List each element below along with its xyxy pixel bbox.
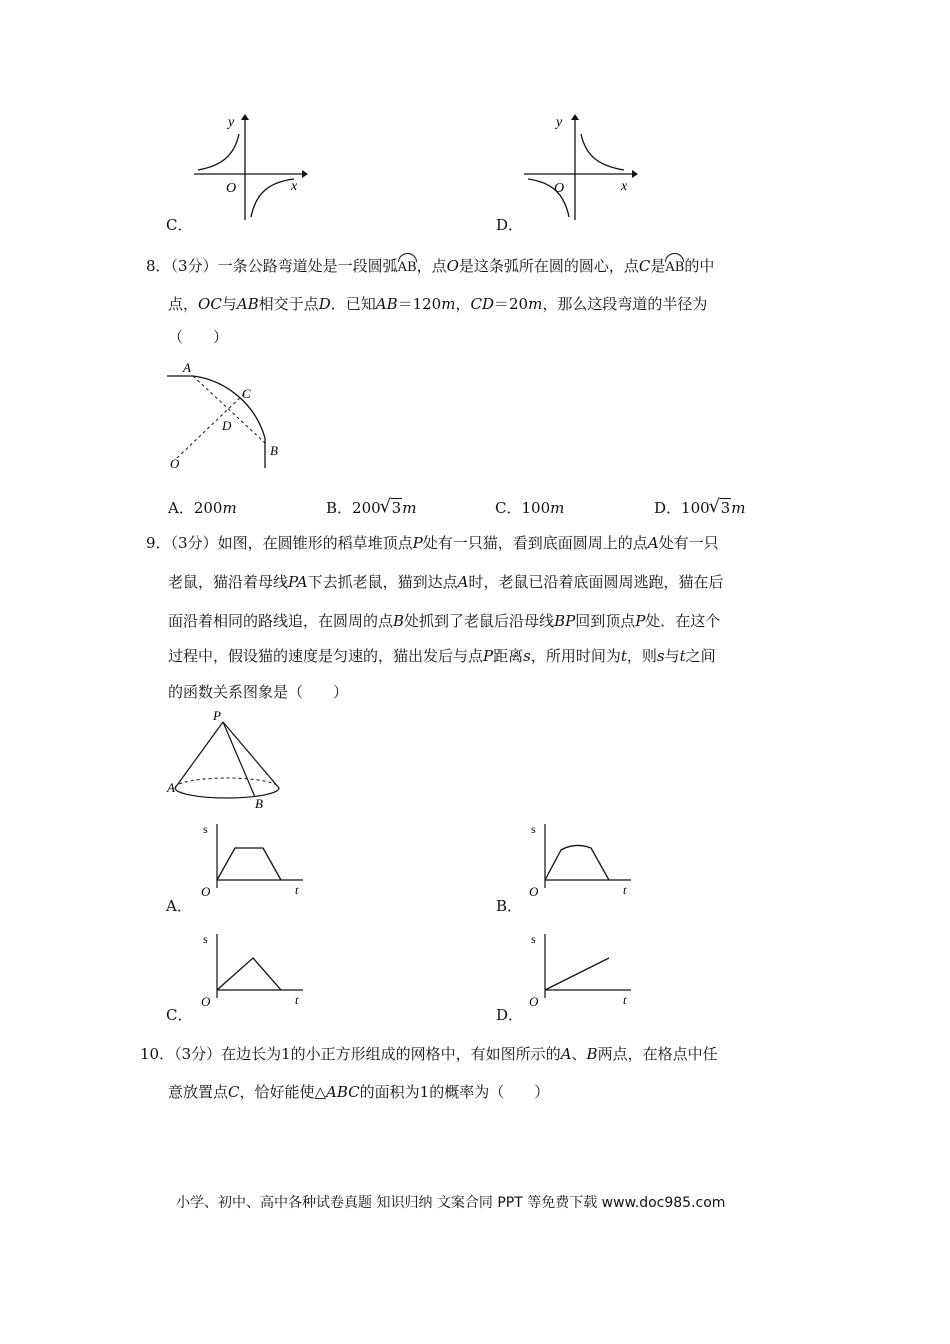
figure-label-o: O	[170, 456, 180, 471]
point-o: O	[446, 257, 459, 275]
point-a: A	[647, 534, 659, 552]
q9-text: 老鼠，猫沿着母线	[168, 573, 289, 591]
q8-text: ，点	[416, 257, 447, 275]
question-number: 10．	[140, 1045, 175, 1063]
origin-label: O	[529, 884, 539, 899]
q9-graph-b[interactable]	[523, 818, 638, 898]
q9-text: 处抓到了老鼠后沿母线	[404, 612, 555, 630]
q9-graph-d[interactable]	[523, 928, 638, 1008]
q10-text: 的面积为1的概率为（ ）	[359, 1083, 550, 1101]
q8-figure	[165, 358, 295, 473]
q8-text: ，那么这段弯道的半径为	[542, 295, 708, 313]
point-c: C	[228, 1083, 240, 1101]
point-b: B	[393, 612, 405, 630]
unit-m: m	[731, 499, 746, 517]
variable-t: t	[620, 647, 627, 665]
axis-t-label: t	[623, 993, 627, 1007]
axis-t-label: t	[623, 883, 627, 897]
arc-ab-symbol: AB	[398, 254, 417, 278]
q10-line-2	[168, 1082, 549, 1102]
option-value: 100	[521, 499, 551, 517]
point-p: P	[635, 612, 646, 630]
q10-text: ，恰好能使△	[239, 1083, 327, 1101]
origin-label: O	[201, 994, 211, 1009]
q9-line-5: 的函数关系图象是（ ）	[168, 683, 349, 701]
point-a: A	[457, 573, 469, 591]
q9-text: 回到顶点	[575, 612, 636, 630]
q8-option-a[interactable]	[168, 497, 237, 518]
q8-text: ，	[455, 295, 471, 313]
unit-m: m	[528, 295, 543, 313]
q10-text: 意放置点	[168, 1083, 229, 1101]
q7-graph-c	[190, 112, 310, 222]
option-label: D．	[654, 499, 682, 517]
radicand: 3	[720, 499, 731, 517]
origin-label: O	[554, 181, 565, 196]
unit-m: m	[402, 499, 417, 517]
q9-text: 之间	[685, 647, 716, 665]
q9-text: 处有一只	[658, 534, 719, 552]
axis-x-label: x	[291, 179, 298, 194]
option-value: 100	[681, 499, 710, 517]
origin-label: O	[226, 181, 237, 196]
point-d: D	[318, 295, 331, 313]
q9-line-1	[146, 533, 719, 553]
q8-text: 相交于点	[258, 295, 319, 313]
option-label: C．	[495, 499, 522, 517]
cone-label-p: P	[213, 708, 221, 723]
figure-label-a: A	[183, 360, 191, 375]
axis-s-label: s	[203, 932, 208, 946]
q9-text: 距离	[493, 647, 524, 665]
segment-pa: PA	[288, 573, 308, 591]
variable-s: s	[656, 647, 665, 665]
q8-option-b[interactable]	[326, 497, 416, 518]
q8-text: ．已知	[330, 295, 376, 313]
axis-y-label: y	[556, 115, 563, 130]
origin-label: O	[201, 884, 211, 899]
q8-text: 是	[650, 257, 666, 275]
axis-s-label: s	[203, 822, 208, 836]
option-label: A．	[168, 499, 194, 517]
q8-line-1	[146, 254, 714, 278]
q9-text: 处有一只猫，看到底面圆周上的点	[422, 534, 648, 552]
segment-ab: AB	[375, 295, 398, 313]
sqrt-symbol	[710, 499, 732, 517]
option-value: 200	[193, 499, 223, 517]
q7-graph-d	[520, 112, 640, 222]
q10-text: 、	[571, 1045, 587, 1063]
q9-text: ，所用时间为	[530, 647, 621, 665]
q9-option-c-label[interactable]: C．	[166, 1006, 193, 1024]
figure-label-d: D	[222, 418, 232, 433]
q9-graph-a[interactable]	[195, 818, 310, 898]
axis-s-label: s	[531, 932, 536, 946]
axis-x-label: x	[621, 179, 628, 194]
variable-t: t	[679, 647, 686, 665]
unit-m: m	[222, 499, 237, 517]
option-value: 200	[352, 499, 381, 517]
axis-t-label: t	[295, 993, 299, 1007]
q8-text: 点，	[168, 295, 199, 313]
q10-text: 在边长为1的小正方形组成的网格中，有如图所示的	[221, 1045, 561, 1063]
question-score: （3分）	[170, 257, 218, 275]
sqrt-symbol	[381, 499, 403, 517]
q9-option-a-label[interactable]: A．	[166, 897, 192, 915]
variable-s: s	[523, 647, 531, 665]
q8-text: 一条公路弯道处是一段圆弧	[217, 257, 398, 275]
q7-option-c-label: C．	[166, 216, 193, 234]
q9-text: ，则	[626, 647, 657, 665]
figure-label-c: C	[242, 386, 251, 401]
point-c: C	[638, 257, 651, 275]
option-label: B．	[326, 499, 353, 517]
q8-option-c[interactable]	[495, 497, 564, 518]
q9-line-2	[168, 572, 723, 592]
q9-text: 如图，在圆锥形的稻草堆顶点	[217, 534, 413, 552]
triangle-abc: ABC	[326, 1083, 360, 1101]
segment-oc: OC	[198, 295, 222, 313]
unit-m: m	[441, 295, 456, 313]
segment-cd: CD	[470, 295, 494, 313]
question-number: 8．	[146, 257, 171, 275]
q8-text: ＝120	[397, 295, 442, 313]
q9-text: 下去抓老鼠，猫到达点	[307, 573, 458, 591]
arc-ab-symbol: AB	[665, 254, 684, 278]
q9-line-3	[168, 611, 720, 631]
point-b: B	[586, 1045, 598, 1063]
figure-label-b: B	[270, 443, 278, 458]
q8-option-d[interactable]	[654, 497, 745, 518]
unit-m: m	[550, 499, 565, 517]
q9-cone-figure	[165, 710, 290, 810]
q9-line-4	[168, 646, 716, 666]
question-number: 9．	[146, 534, 171, 552]
q9-text: 面沿着相同的路线追，在圆周的点	[168, 612, 394, 630]
page-footer: 小学、初中、高中各种试卷真题 知识归纳 文案合同 PPT 等免费下载 www.doc985.com	[176, 1195, 726, 1211]
q8-line-2	[168, 294, 707, 314]
point-p: P	[483, 647, 494, 665]
axis-t-label: t	[295, 883, 299, 897]
axis-s-label: s	[531, 822, 536, 836]
q9-graph-c[interactable]	[195, 928, 310, 1008]
q9-text: 处．在这个	[645, 612, 721, 630]
question-score: （3分）	[174, 1045, 222, 1063]
q9-text: 过程中，假设猫的速度是匀速的，猫出发后与点	[168, 647, 484, 665]
q8-text: ＝20	[494, 295, 529, 313]
origin-label: O	[529, 994, 539, 1009]
cone-label-a: A	[167, 780, 175, 795]
radicand: 3	[391, 499, 402, 517]
point-p: P	[412, 534, 423, 552]
q9-text: 时，老鼠已沿着底面圆周逃跑，猫在后	[468, 573, 724, 591]
point-a: A	[560, 1045, 572, 1063]
q10-text: 两点，在格点中任	[597, 1045, 718, 1063]
q7-option-d-label: D．	[496, 216, 524, 234]
q8-text: 与	[221, 295, 237, 313]
q9-option-d-label[interactable]: D．	[496, 1006, 524, 1024]
segment-ab: AB	[236, 295, 259, 313]
q8-text: 的中	[684, 257, 715, 275]
q8-text: 是这条弧所在圆的圆心，点	[458, 257, 639, 275]
q8-answer-paren: （ ）	[168, 328, 229, 346]
cone-label-b: B	[255, 796, 263, 811]
q9-text: 与	[664, 647, 680, 665]
segment-bp: BP	[554, 612, 576, 630]
q9-option-b-label[interactable]: B．	[496, 897, 523, 915]
axis-y-label: y	[228, 115, 235, 130]
question-score: （3分）	[170, 534, 218, 552]
q10-line-1	[140, 1044, 718, 1064]
